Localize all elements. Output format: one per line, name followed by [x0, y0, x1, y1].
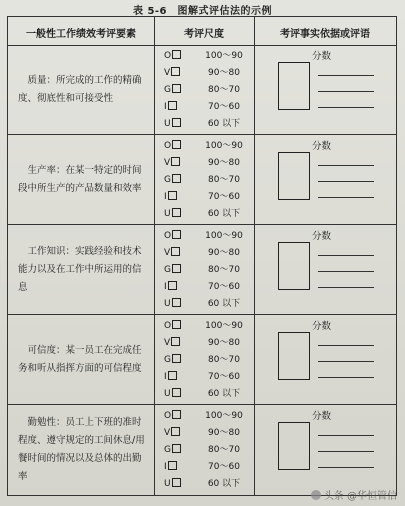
comment-line[interactable] [318, 91, 374, 92]
score-box[interactable] [278, 242, 310, 290]
scale-option[interactable] [154, 99, 254, 115]
scale-code-label: I [164, 372, 167, 382]
scale-code [164, 155, 188, 171]
scale-option[interactable] [154, 369, 254, 385]
checkbox-icon[interactable] [171, 337, 180, 346]
checkbox-icon[interactable] [172, 84, 181, 93]
scale-range: 90～80 [208, 68, 240, 78]
scale-code-label: V [164, 428, 171, 438]
scale-code-label: V [164, 338, 171, 348]
scale-code [164, 189, 188, 205]
scale-range: 90～80 [208, 248, 240, 258]
scale-range: 60 以下 [207, 209, 241, 219]
checkbox-icon[interactable] [172, 208, 181, 217]
scale-option[interactable] [154, 82, 254, 98]
score-label: 分数 [312, 51, 332, 62]
rating-scale [154, 315, 254, 405]
scale-code-label: U [164, 209, 171, 219]
scale-code [164, 352, 188, 368]
scale-code-label: U [164, 479, 171, 489]
comment-line[interactable] [318, 255, 374, 256]
scale-option[interactable] [154, 386, 254, 402]
rating-scale [154, 225, 254, 315]
checkbox-icon[interactable] [172, 174, 181, 183]
score-box[interactable] [278, 332, 310, 380]
checkbox-icon[interactable] [168, 461, 177, 470]
scale-range: 100～90 [205, 51, 243, 61]
checkbox-icon[interactable] [172, 388, 181, 397]
scale-code [164, 296, 188, 312]
score-box[interactable] [278, 422, 310, 470]
scale-option[interactable] [154, 279, 254, 295]
criterion-text [18, 135, 148, 225]
checkbox-icon[interactable] [172, 410, 181, 419]
criterion-label: 生产率：在某一特定的时间段中所生产的产品数量和效率 [18, 165, 142, 194]
scale-range: 100～90 [205, 141, 243, 151]
scale-option[interactable] [154, 228, 254, 244]
scale-option[interactable] [154, 442, 254, 458]
scale-range: 100～90 [205, 231, 243, 241]
scale-option[interactable] [154, 408, 254, 424]
comment-line[interactable] [318, 451, 374, 452]
comment-line[interactable] [318, 435, 374, 436]
checkbox-icon[interactable] [172, 140, 181, 149]
rating-scale [154, 135, 254, 225]
scale-code-label: I [164, 192, 167, 202]
scale-code [164, 48, 188, 64]
scale-code-label: G [164, 85, 171, 95]
checkbox-icon[interactable] [171, 157, 180, 166]
scale-option[interactable] [154, 189, 254, 205]
scale-range: 80～70 [208, 175, 240, 185]
comment-line[interactable] [318, 377, 374, 378]
scale-code-label: V [164, 68, 171, 78]
scale-range: 70～60 [208, 102, 240, 112]
scale-code [164, 386, 188, 402]
scale-option[interactable] [154, 116, 254, 132]
scale-code-label: O [164, 231, 172, 241]
comment-line[interactable] [318, 165, 374, 166]
scale-code-label: G [164, 175, 171, 185]
scale-code-label: O [164, 321, 172, 331]
evaluation-cell [254, 225, 396, 315]
checkbox-icon[interactable] [171, 247, 180, 256]
comment-line[interactable] [318, 197, 374, 198]
scale-option[interactable] [154, 138, 254, 154]
scale-range: 70～60 [208, 372, 240, 382]
scale-code-label: G [164, 355, 171, 365]
rating-scale [154, 405, 254, 495]
scale-option[interactable] [154, 296, 254, 312]
criterion-row [8, 45, 396, 135]
watermark [311, 487, 397, 502]
toutiao-logo-icon [311, 490, 321, 500]
comment-line[interactable] [318, 345, 374, 346]
scale-range: 80～70 [208, 445, 240, 455]
scale-option[interactable] [154, 206, 254, 222]
scale-option[interactable] [154, 48, 254, 64]
scale-option[interactable] [154, 352, 254, 368]
comment-line[interactable] [318, 287, 374, 288]
criterion-row [8, 135, 396, 225]
scale-range: 80～70 [208, 265, 240, 275]
score-label: 分数 [312, 411, 332, 422]
checkbox-icon[interactable] [172, 354, 181, 363]
scale-range: 100～90 [205, 411, 243, 421]
scale-range: 60 以下 [207, 119, 241, 129]
scale-code [164, 459, 188, 475]
scale-code [164, 335, 188, 351]
scale-range: 90～80 [208, 428, 240, 438]
table-caption: 表 5-6 图解式评估法的示例 [132, 6, 273, 17]
score-box[interactable] [278, 152, 310, 200]
score-label: 分数 [312, 321, 332, 332]
scale-code-label: I [164, 282, 167, 292]
scale-range: 70～60 [208, 282, 240, 292]
checkbox-icon[interactable] [172, 320, 181, 329]
scale-range: 70～60 [208, 462, 240, 472]
scale-code-label: O [164, 411, 172, 421]
header-evaluation: 考评事实依据或评语 [280, 29, 370, 40]
scale-range: 70～60 [208, 192, 240, 202]
scale-option[interactable] [154, 318, 254, 334]
score-box[interactable] [278, 62, 310, 110]
scale-code-label: U [164, 299, 171, 309]
scale-code-label: G [164, 445, 171, 455]
scale-option[interactable] [154, 476, 254, 492]
checkbox-icon[interactable] [168, 101, 177, 110]
rating-table [7, 16, 397, 496]
score-label: 分数 [312, 141, 332, 152]
checkbox-icon[interactable] [172, 298, 181, 307]
header-scale: 考评尺度 [184, 29, 224, 40]
scale-code-label: I [164, 102, 167, 112]
evaluation-cell [254, 135, 396, 225]
scale-option[interactable] [154, 335, 254, 351]
comment-line[interactable] [318, 181, 374, 182]
scale-code [164, 138, 188, 154]
criterion-text [18, 405, 148, 495]
criterion-text [18, 315, 148, 405]
scale-code [164, 279, 188, 295]
scale-option[interactable] [154, 425, 254, 441]
checkbox-icon[interactable] [172, 478, 181, 487]
comment-line[interactable] [318, 271, 374, 272]
checkbox-icon[interactable] [172, 50, 181, 59]
comment-line[interactable] [318, 467, 374, 468]
scale-range: 100～90 [205, 321, 243, 331]
criterion-row [8, 405, 396, 495]
criterion-row [8, 225, 396, 315]
scale-code-label: V [164, 248, 171, 258]
criterion-label: 可信度：某一员工在完成任务和听从指挥方面的可信程度 [18, 345, 142, 374]
checkbox-icon[interactable] [171, 427, 180, 436]
scale-code [164, 228, 188, 244]
scale-code-label: I [164, 462, 167, 472]
scale-code [164, 99, 188, 115]
header-factor: 一般性工作绩效考评要素 [26, 29, 136, 40]
scale-range: 60 以下 [207, 479, 241, 489]
checkbox-icon[interactable] [168, 371, 177, 380]
scale-option[interactable] [154, 245, 254, 261]
scale-code [164, 116, 188, 132]
scale-option[interactable] [154, 262, 254, 278]
checkbox-icon[interactable] [172, 118, 181, 127]
checkbox-icon[interactable] [168, 281, 177, 290]
table-header [8, 17, 396, 46]
evaluation-cell [254, 45, 396, 135]
scale-code [164, 408, 188, 424]
criterion-text [18, 45, 148, 135]
watermark-text: 头条 @华恒管信 [323, 491, 397, 502]
scale-code-label: U [164, 389, 171, 399]
scale-code-label: V [164, 158, 171, 168]
scale-range: 90～80 [208, 338, 240, 348]
criterion-text [18, 225, 148, 315]
scale-code [164, 245, 188, 261]
scale-range: 80～70 [208, 85, 240, 95]
scale-code [164, 65, 188, 81]
scale-code [164, 206, 188, 222]
scale-code-label: O [164, 141, 172, 151]
scale-code [164, 318, 188, 334]
criterion-row [8, 315, 396, 405]
scale-code-label: G [164, 265, 171, 275]
scale-code [164, 442, 188, 458]
comment-line[interactable] [318, 75, 374, 76]
scale-option[interactable] [154, 65, 254, 81]
scale-code [164, 369, 188, 385]
checkbox-icon[interactable] [172, 264, 181, 273]
checkbox-icon[interactable] [171, 67, 180, 76]
scale-code [164, 262, 188, 278]
checkbox-icon[interactable] [172, 444, 181, 453]
comment-line[interactable] [318, 361, 374, 362]
scale-option[interactable] [154, 459, 254, 475]
scale-option[interactable] [154, 155, 254, 171]
criterion-label: 质量：所完成的工作的精确度、彻底性和可接受性 [18, 75, 142, 104]
scale-code [164, 82, 188, 98]
criterion-label: 工作知识：实践经验和技术能力以及在工作中所运用的信息 [18, 246, 142, 293]
rating-scale [154, 45, 254, 135]
scale-range: 60 以下 [207, 389, 241, 399]
scale-code-label: O [164, 51, 172, 61]
scale-range: 60 以下 [207, 299, 241, 309]
scale-code [164, 476, 188, 492]
criterion-label: 勤勉性：员工上下班的准时程度、遵守规定的工间休息/用餐时间的情况以及总体的出勤率 [18, 417, 145, 482]
comment-line[interactable] [318, 107, 374, 108]
scale-range: 80～70 [208, 355, 240, 365]
checkbox-icon[interactable] [168, 191, 177, 200]
scale-code-label: U [164, 119, 171, 129]
scale-code [164, 172, 188, 188]
evaluation-cell [254, 315, 396, 405]
scale-code [164, 425, 188, 441]
evaluation-cell [254, 405, 396, 495]
scale-range: 90～80 [208, 158, 240, 168]
score-label: 分数 [312, 231, 332, 242]
scale-option[interactable] [154, 172, 254, 188]
checkbox-icon[interactable] [172, 230, 181, 239]
